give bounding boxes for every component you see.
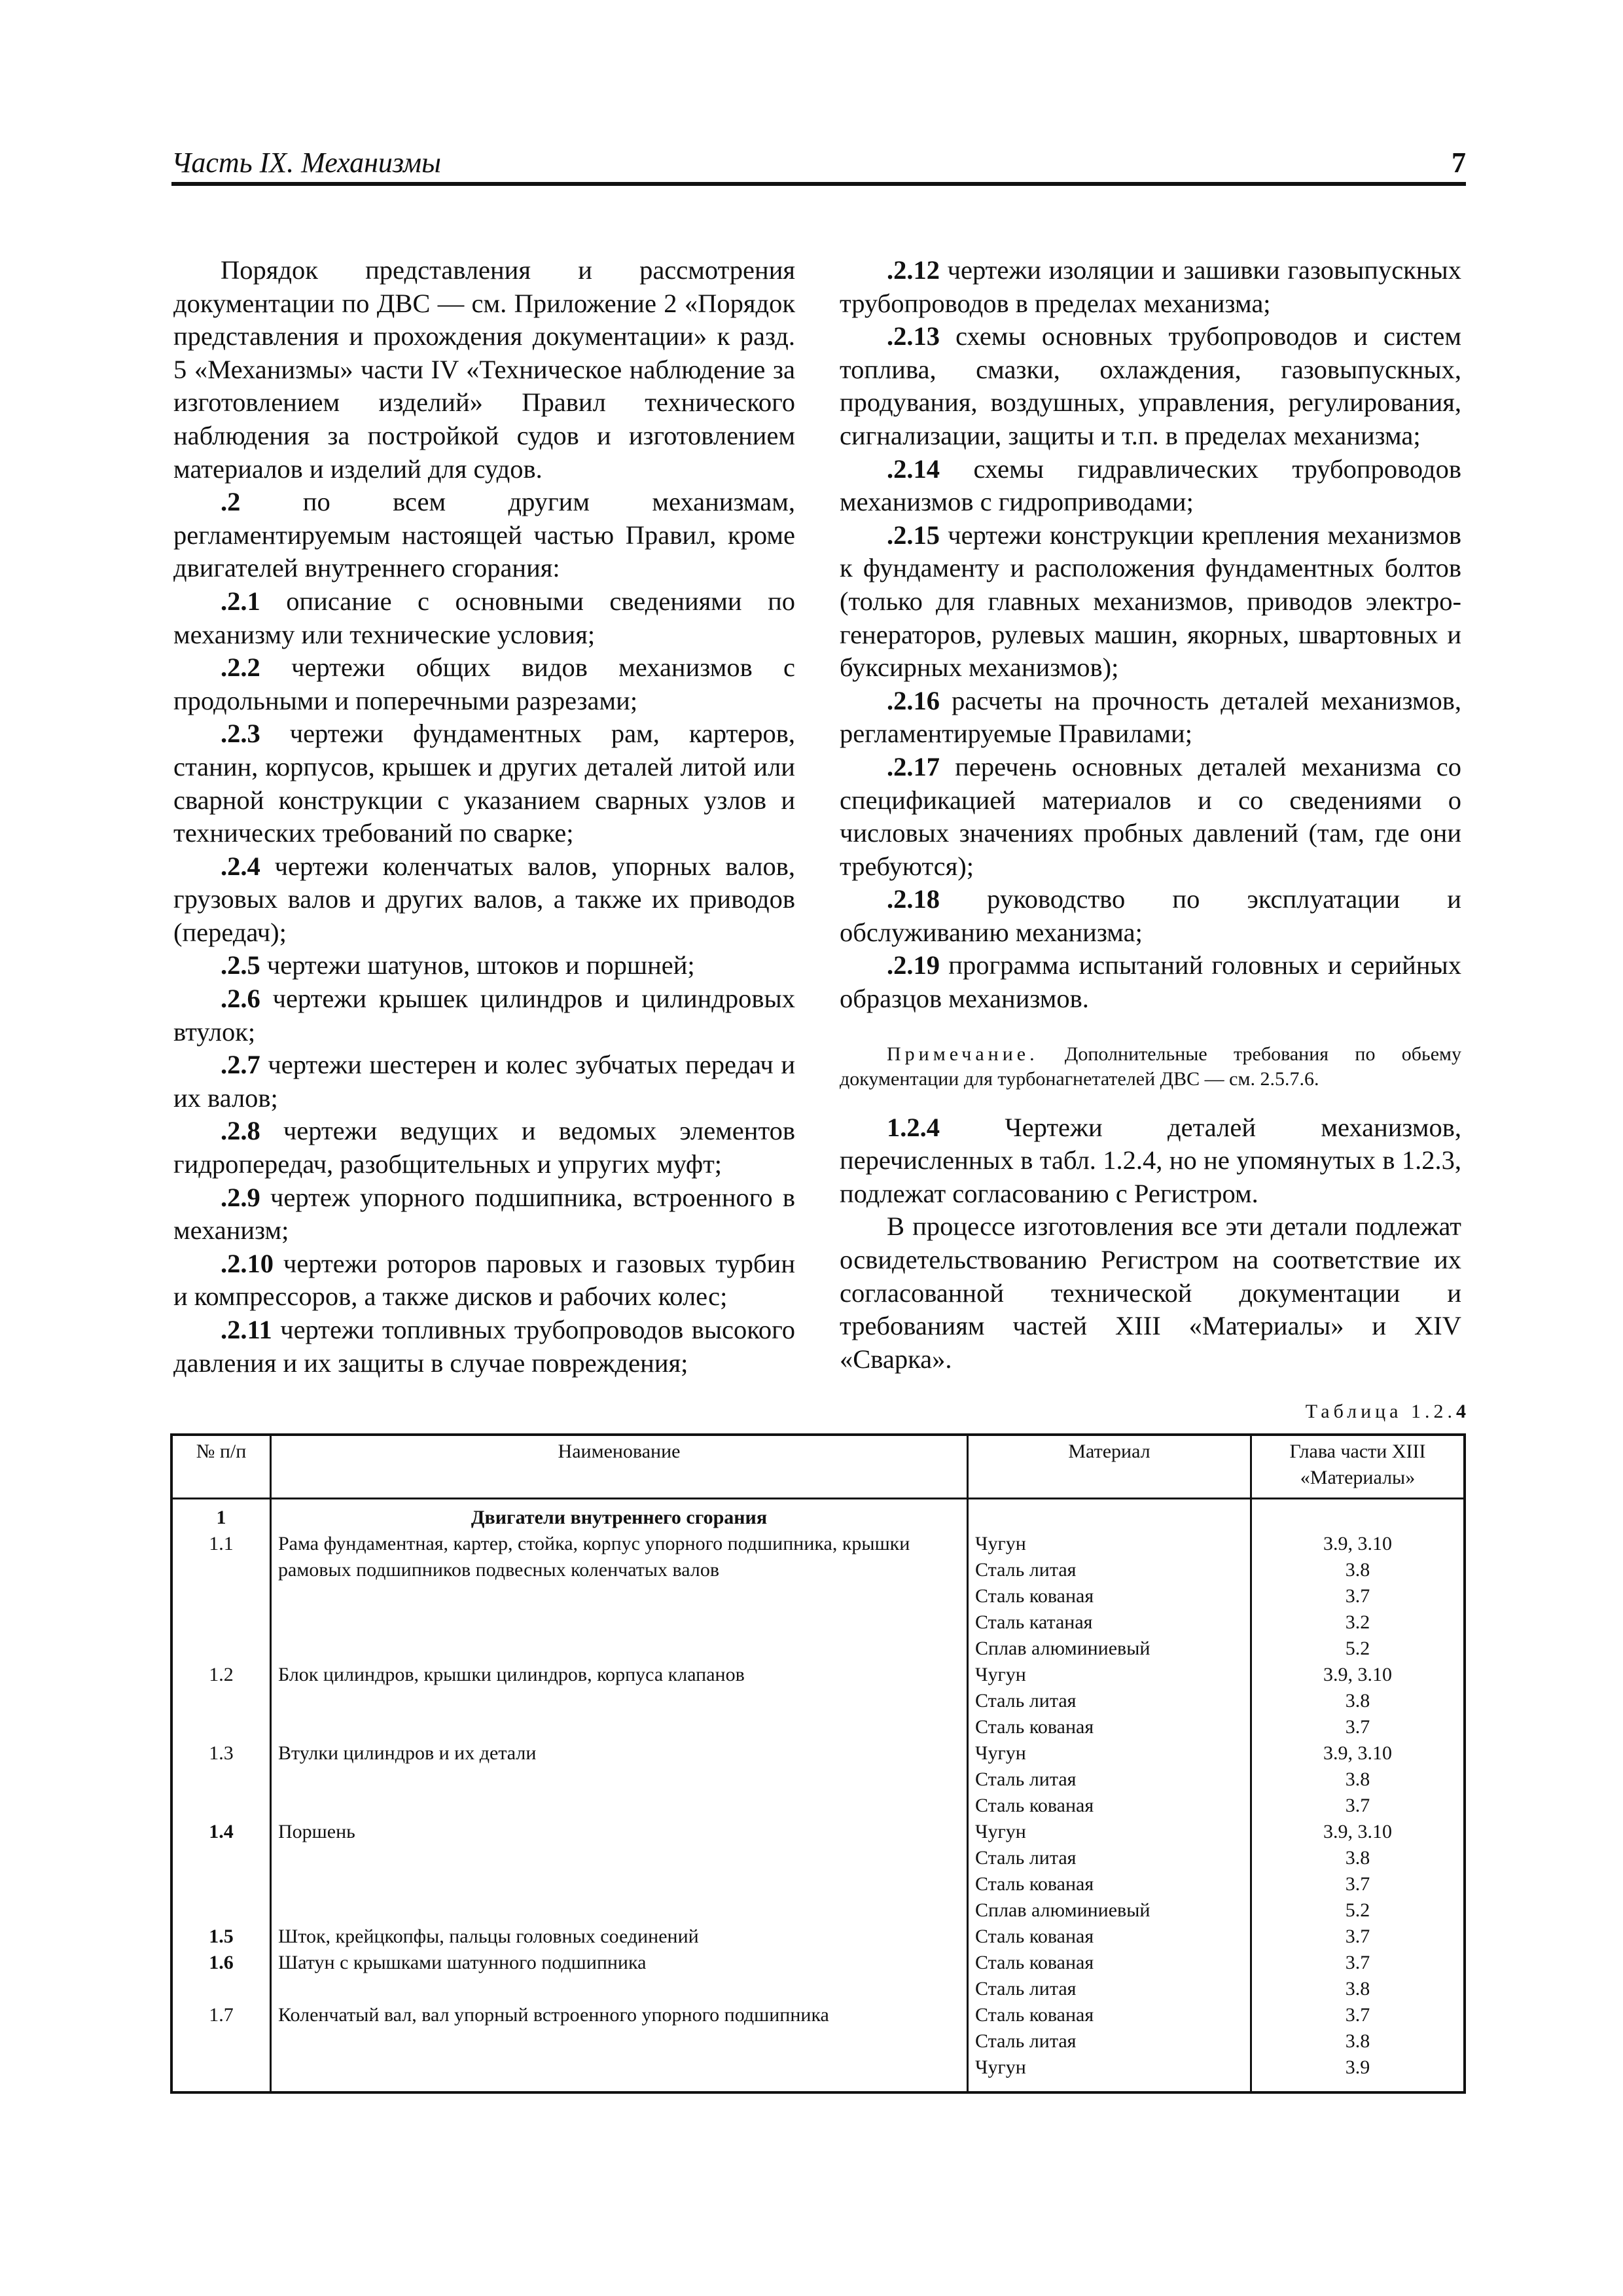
item-number: .2: [221, 487, 241, 517]
running-title: Часть IX. Механизмы: [171, 147, 441, 179]
cell-number: 1.3: [171, 1740, 271, 1767]
cell-material: Сталь литая: [968, 2028, 1251, 2054]
cell-chapter: 3.7: [1251, 1583, 1465, 1609]
cell-material: Сплав алюминиевый: [968, 1636, 1251, 1662]
item-text: схемы гидравлических трубопроводов механизмов с гидроприводами;: [840, 454, 1461, 517]
cell-chapter: 3.7: [1251, 1793, 1465, 1819]
item-number: .2.17: [887, 751, 940, 781]
note-label: Примечание.: [887, 1043, 1039, 1065]
item-text: чертежи фундаментных рам, картеров, станин, корпусов, крышек и других деталей литой или сварной конструкции с указанием сварных узлов и технических требований по сварке;: [173, 719, 795, 848]
cell-name: [271, 1583, 968, 1609]
item-number: .2.7: [221, 1050, 260, 1080]
materials-table: [170, 1433, 1466, 2094]
item-number: .2.8: [221, 1116, 260, 1146]
list-item: [173, 1115, 795, 1181]
list-item: [840, 320, 1461, 452]
cell-number: [171, 1557, 271, 1583]
table-row: [171, 2054, 1465, 2092]
cell-material: Сталь кованая: [968, 1950, 1251, 1976]
list-item: [173, 1181, 795, 1247]
cell-name: [271, 1636, 968, 1662]
paragraph: Порядок представления и рассмотрения документации по ДВС — см. Приложение 2 «Порядок представления и прохождения документации» к разд. 5 «Механизмы» части IV «Техническое наблюдение за изготовлением изделий» Правил технического наблюдения за постройкой судов и изготовлением материалов и изделий для судов.: [173, 255, 795, 484]
cell-name: Поршень: [271, 1819, 968, 1845]
cell-chapter: 3.7: [1251, 2002, 1465, 2028]
item-text: чертежи шестерен и колес зубчатых передач и их валов;: [173, 1050, 795, 1113]
cell-chapter: 3.9, 3.10: [1251, 1819, 1465, 1845]
item-text: чертеж упорного подшипника, встроенного в механизм;: [173, 1182, 795, 1246]
cell-material: Чугун: [968, 1531, 1251, 1557]
cell-name: [271, 2054, 968, 2092]
cell-number: [171, 1897, 271, 1924]
header-material: Материал: [968, 1435, 1251, 1499]
table-row: [171, 1531, 1465, 1557]
table-row: [171, 1636, 1465, 1662]
table-row: [171, 1871, 1465, 1897]
cell-material: Сталь литая: [968, 1688, 1251, 1714]
item-text: чертежи роторов паровых и газовых турбин и компрессоров, а также дисков и рабочих колес;: [173, 1248, 795, 1312]
page-header: [171, 143, 1466, 186]
list-item: [173, 949, 795, 982]
table-row: [171, 1609, 1465, 1636]
cell-name: Коленчатый вал, вал упорный встроенного упорного подшипника: [271, 2002, 968, 2028]
cell-number: [171, 2054, 271, 2092]
item-number: .2.12: [887, 255, 940, 285]
cell-number: 1.1: [171, 1531, 271, 1557]
table-row: [171, 1583, 1465, 1609]
item-text: описание с основными сведениями по механизму или технические условия;: [173, 586, 795, 649]
cell-chapter: [1251, 1499, 1465, 1532]
table-row: [171, 1688, 1465, 1714]
list-item: [173, 486, 795, 585]
list-item: [173, 585, 795, 651]
table-row: [171, 1714, 1465, 1740]
item-number: .2.13: [887, 321, 940, 351]
item-text: чертежи топливных трубопроводов высокого давления и их защиты в случае повреждения;: [173, 1315, 795, 1378]
cell-name: [271, 1609, 968, 1636]
item-number: .2.15: [887, 520, 940, 550]
item-number: .2.10: [221, 1248, 274, 1278]
cell-name: [271, 1767, 968, 1793]
item-number: 1.2.4: [887, 1112, 940, 1142]
item-number: .2.11: [221, 1315, 272, 1344]
cell-number: [171, 2028, 271, 2054]
item-text: перечень основных деталей механизма со спецификацией материалов и со сведениями о числовых значениях пробных давлений (там, где они требуются);: [840, 751, 1461, 881]
cell-name: [271, 1714, 968, 1740]
cell-material: Чугун: [968, 2054, 1251, 2092]
cell-material: Сталь литая: [968, 1767, 1251, 1793]
item-number: .2.4: [221, 851, 260, 881]
cell-chapter: 3.8: [1251, 2028, 1465, 2054]
cell-number: 1.4: [171, 1819, 271, 1845]
cell-chapter: 3.7: [1251, 1950, 1465, 1976]
item-number: .2.3: [221, 719, 260, 749]
table-row: [171, 1767, 1465, 1793]
cell-chapter: 3.7: [1251, 1714, 1465, 1740]
note: [840, 1042, 1461, 1092]
cell-number: [171, 1583, 271, 1609]
list-item: [840, 949, 1461, 1015]
list-item: [173, 1247, 795, 1314]
cell-material: Сталь кованая: [968, 1714, 1251, 1740]
left-column: [173, 254, 795, 1380]
cell-material: Сталь литая: [968, 1557, 1251, 1583]
item-number: .2.18: [887, 884, 940, 914]
table-row: [171, 1662, 1465, 1688]
list-item: [173, 850, 795, 950]
table-row: [171, 1499, 1465, 1532]
cell-number: [171, 1793, 271, 1819]
table-row: [171, 1740, 1465, 1767]
cell-material: Сталь катаная: [968, 1609, 1251, 1636]
table-row: [171, 1924, 1465, 1950]
cell-number: [171, 1636, 271, 1662]
item-text: программа испытаний головных и серийных образцов механизмов.: [840, 950, 1461, 1014]
cell-chapter: 3.9, 3.10: [1251, 1662, 1465, 1688]
cell-number: [171, 1871, 271, 1897]
cell-material: Сталь литая: [968, 1976, 1251, 2002]
item-number: .2.9: [221, 1182, 260, 1212]
item-number: .2.2: [221, 653, 260, 683]
cell-name: Рама фундаментная, картер, стойка, корпус упорного подшипника, крышки: [271, 1531, 968, 1557]
item-number: .2.6: [221, 984, 260, 1014]
item-number: .2.19: [887, 950, 940, 980]
list-item: [173, 717, 795, 850]
cell-number: [171, 1845, 271, 1871]
table-row: [171, 1976, 1465, 2002]
item-text: по всем другим механизмам, регламентируемым настоящей частью Правил, кроме двигателей внутреннего сгорания:: [173, 487, 795, 583]
cell-chapter: 3.7: [1251, 1924, 1465, 1950]
cell-chapter: 3.8: [1251, 1845, 1465, 1871]
list-item: [840, 751, 1461, 883]
cell-number: [171, 1714, 271, 1740]
item-number: .2.5: [221, 950, 260, 980]
table-row: [171, 1557, 1465, 1583]
cell-material: Сталь кованая: [968, 2002, 1251, 2028]
list-item: [840, 453, 1461, 519]
cell-name: Двигатели внутреннего сгорания: [271, 1499, 968, 1532]
table-header-row: [171, 1435, 1465, 1499]
cell-number: 1.6: [171, 1950, 271, 1976]
list-item: [840, 519, 1461, 685]
cell-chapter: 3.8: [1251, 1767, 1465, 1793]
cell-name: [271, 1793, 968, 1819]
cell-name: Втулки цилиндров и их детали: [271, 1740, 968, 1767]
item-number: .2.14: [887, 454, 940, 484]
list-item: [173, 651, 795, 717]
cell-name: рамовых подшипников подвесных коленчатых валов: [271, 1557, 968, 1583]
cell-material: Сплав алюминиевый: [968, 1897, 1251, 1924]
page-number: 7: [1452, 147, 1466, 179]
list-item: [840, 883, 1461, 949]
list-item: [173, 1314, 795, 1380]
cell-name: [271, 1897, 968, 1924]
item-text: чертежи конструкции крепления механизмов к фундаменту и расположения фундаментных болтов (только для главных механизмов, приводов электро-генераторов, рулевых машин, якорных, швартовных и буксирных механизмов);: [840, 520, 1461, 683]
cell-number: [171, 1767, 271, 1793]
table-caption: Таблица 1.2.4: [1305, 1401, 1466, 1422]
table-row: [171, 1793, 1465, 1819]
cell-number: 1.7: [171, 2002, 271, 2028]
cell-name: [271, 1976, 968, 2002]
list-item: [840, 685, 1461, 751]
cell-chapter: 3.8: [1251, 1688, 1465, 1714]
table-row: [171, 1819, 1465, 1845]
cell-material: [968, 1499, 1251, 1532]
table-row: [171, 2028, 1465, 2054]
cell-number: [171, 1976, 271, 2002]
cell-name: [271, 1688, 968, 1714]
item-text: чертежи общих видов механизмов с продольными и поперечными разрезами;: [173, 653, 795, 715]
item-text: чертежи шатунов, штоков и поршней;: [260, 950, 695, 980]
item-number: .2.1: [221, 586, 260, 616]
cell-material: Сталь кованая: [968, 1583, 1251, 1609]
header-chapter: Глава части XIII «Материалы»: [1251, 1435, 1465, 1499]
cell-number: 1: [171, 1499, 271, 1532]
cell-number: 1.5: [171, 1924, 271, 1950]
cell-name: Шатун с крышками шатунного подшипника: [271, 1950, 968, 1976]
cell-chapter: 5.2: [1251, 1897, 1465, 1924]
list-item: [840, 254, 1461, 320]
paragraph: В процессе изготовления все эти детали подлежат освидетельствованию Регистром на соответствие их согласованной технической документации и требованиям частей XIII «Материалы» и XIV «Сварка».: [840, 1211, 1461, 1374]
table-row: [171, 2002, 1465, 2028]
list-item: [173, 1049, 795, 1115]
cell-chapter: 3.8: [1251, 1976, 1465, 2002]
cell-number: 1.2: [171, 1662, 271, 1688]
cell-number: [171, 1688, 271, 1714]
item-text: чертежи крышек цилиндров и цилиндровых втулок;: [173, 984, 795, 1047]
item-text: Чертежи деталей механизмов, перечисленных в табл. 1.2.4, но не упомянутых в 1.2.3, подлежат согласованию с Регистром.: [840, 1112, 1461, 1208]
cell-chapter: 5.2: [1251, 1636, 1465, 1662]
header-number: № п/п: [171, 1435, 271, 1499]
header-name: Наименование: [271, 1435, 968, 1499]
item-text: расчеты на прочность деталей механизмов, регламентируемые Правилами;: [840, 685, 1461, 749]
item-text: руководство по эксплуатации и обслуживанию механизма;: [840, 884, 1461, 947]
paragraph-1-2-4: [840, 1111, 1461, 1211]
cell-chapter: 3.8: [1251, 1557, 1465, 1583]
cell-material: Сталь кованая: [968, 1924, 1251, 1950]
cell-chapter: 3.7: [1251, 1871, 1465, 1897]
item-text: чертежи ведущих и ведомых элементов гидропередач, разобщительных и упругих муфт;: [173, 1116, 795, 1179]
cell-chapter: 3.9, 3.10: [1251, 1531, 1465, 1557]
cell-material: Сталь литая: [968, 1845, 1251, 1871]
cell-name: [271, 1845, 968, 1871]
cell-chapter: 3.2: [1251, 1609, 1465, 1636]
cell-name: [271, 2028, 968, 2054]
item-text: чертежи изоляции и зашивки газовыпускных трубопроводов в пределах механизма;: [840, 255, 1461, 318]
cell-chapter: 3.9, 3.10: [1251, 1740, 1465, 1767]
item-text: чертежи коленчатых валов, упорных валов, грузовых валов и других валов, а также их приводов (передач);: [173, 851, 795, 947]
table-row: [171, 1845, 1465, 1871]
right-column: [840, 254, 1461, 1376]
note-text: Дополнительные требования по обьему документации для турбонагнетателей ДВС — см. 2.5.7.6.: [840, 1043, 1461, 1090]
table-row: [171, 1897, 1465, 1924]
cell-chapter: 3.9: [1251, 2054, 1465, 2092]
item-number: .2.16: [887, 685, 940, 715]
cell-name: Блок цилиндров, крышки цилиндров, корпуса клапанов: [271, 1662, 968, 1688]
cell-material: Чугун: [968, 1740, 1251, 1767]
cell-material: Чугун: [968, 1662, 1251, 1688]
list-item: [173, 982, 795, 1049]
item-text: схемы основных трубопроводов и систем топлива, смазки, охлаждения, газовыпускных, продувания, воздушных, управления, регулирования, сигнализации, защиты и т.п. в пределах механизма;: [840, 321, 1461, 450]
cell-name: [271, 1871, 968, 1897]
table-row: [171, 1950, 1465, 1976]
cell-material: Сталь кованая: [968, 1871, 1251, 1897]
cell-material: Сталь кованая: [968, 1793, 1251, 1819]
cell-number: [171, 1609, 271, 1636]
cell-material: Чугун: [968, 1819, 1251, 1845]
cell-name: Шток, крейцкопфы, пальцы головных соединений: [271, 1924, 968, 1950]
